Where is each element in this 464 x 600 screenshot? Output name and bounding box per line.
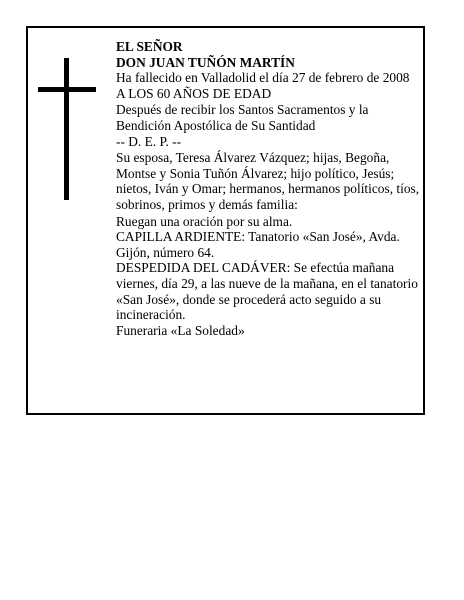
notice-funeral-home: Funeraria «La Soledad» bbox=[116, 322, 245, 338]
cross-icon bbox=[38, 58, 96, 200]
cross-horizontal-bar bbox=[38, 87, 96, 92]
notice-chapel: CAPILLA ARDIENTE: Tanatorio «San José», Avda. Gijón, número 64. bbox=[116, 229, 400, 260]
notice-farewell: DESPEDIDA DEL CADÁVER: Se efectúa mañana viernes, día 29, a las nueve de la mañana, en el tanatorio «San José», donde se procederá acto seguido a su incineración. bbox=[116, 260, 418, 323]
notice-text bbox=[116, 39, 422, 338]
notice-prayer: Ruegan una oración por su alma. bbox=[116, 213, 293, 229]
notice-rip: -- D. E. P. -- bbox=[116, 133, 182, 149]
cross-vertical-bar bbox=[64, 58, 69, 200]
notice-sacraments: Después de recibir los Santos Sacramentos y la Bendición Apostólica de Su Santidad bbox=[116, 102, 369, 133]
notice-title-line1: EL SEÑOR bbox=[116, 39, 183, 54]
obituary-notice bbox=[26, 26, 425, 415]
notice-title-name: DON JUAN TUÑÓN MARTÍN bbox=[116, 54, 295, 70]
notice-age-line: A LOS 60 AÑOS DE EDAD bbox=[116, 85, 272, 101]
notice-family: Su esposa, Teresa Álvarez Vázquez; hijas, Begoña, Montse y Sonia Tuñón Álvarez; hijo político, Jesús; nietos, Iván y Omar; hermanos, hermanos políticos, tíos, sobrinos, primos y demás familia: bbox=[116, 150, 420, 212]
notice-death-line: Ha fallecido en Valladolid el día 27 de febrero de 2008 bbox=[116, 70, 410, 86]
